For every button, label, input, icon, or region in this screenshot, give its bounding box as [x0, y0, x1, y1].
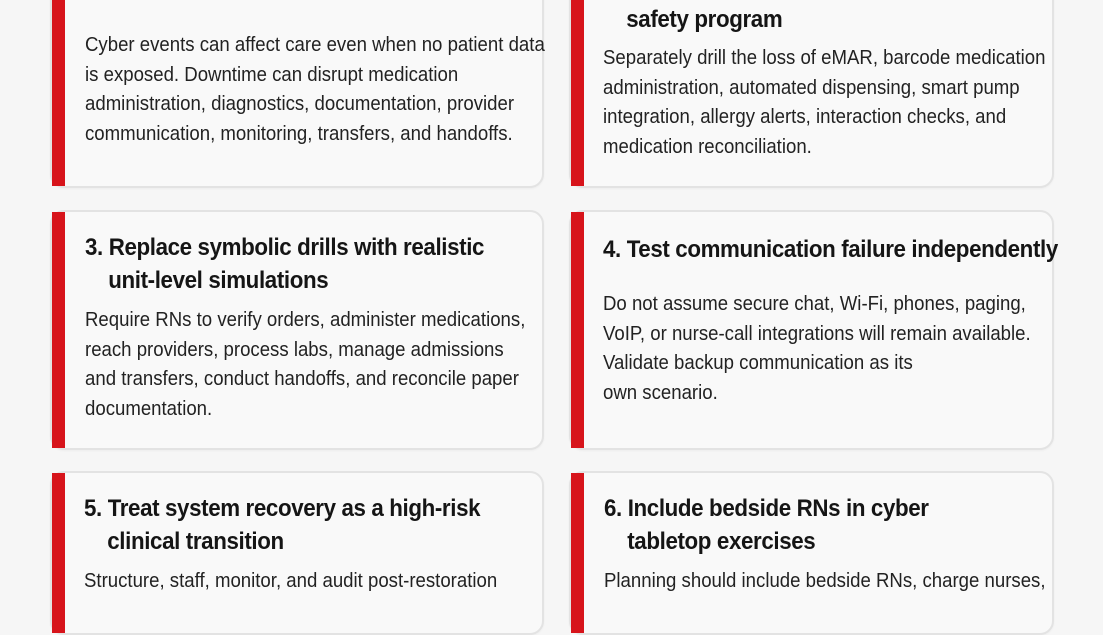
card-body-line: reach providers, process labs, manage admissions — [85, 338, 504, 361]
card-body-line: VoIP, or nurse-call integrations will remain available. — [603, 322, 1031, 345]
card-body-line: integration, allergy alerts, interaction checks, and — [603, 106, 1007, 128]
card-body-line: communication, monitoring, transfers, and handoffs. — [85, 122, 513, 145]
recommendation-card-4 — [569, 210, 1058, 450]
card-heading — [603, 0, 988, 36]
card-heading-line: 4. Test communication failure independently — [603, 236, 1058, 263]
card-body-line: Cyber events can affect care even when no patient data — [85, 34, 545, 56]
card-accent-bar — [52, 212, 65, 448]
card-body — [603, 44, 1045, 162]
card-body — [85, 31, 545, 149]
card-heading — [603, 233, 1058, 266]
card-heading-line: clinical transition — [107, 528, 284, 555]
card-heading-line: unit-level simulations — [108, 267, 329, 294]
card-body-line: and transfers, conduct handoffs, and reconcile paper — [85, 368, 519, 390]
recommendation-card-5 — [50, 471, 544, 635]
card-heading-line: tabletop exercises — [627, 528, 816, 555]
card-body-line: Separately drill the loss of eMAR, barcode medication — [603, 47, 1046, 69]
card-body — [604, 567, 1046, 597]
card-heading — [84, 492, 480, 558]
card-heading-line: safety program — [626, 6, 783, 33]
card-heading — [85, 231, 484, 297]
recommendation-card-6 — [569, 471, 1054, 635]
card-body-line: Structure, staff, monitor, and audit post-restoration — [84, 570, 498, 592]
card-heading — [604, 492, 929, 558]
recommendation-card-1 — [50, 0, 544, 188]
card-accent-bar — [571, 0, 584, 186]
card-accent-bar — [571, 212, 584, 448]
card-body-line: Do not assume secure chat, Wi-Fi, phones, paging, — [603, 293, 1026, 315]
card-body-line: administration, automated dispensing, smart pump — [603, 76, 1020, 99]
card-heading-line: 3. Replace symbolic drills with realistic — [85, 234, 485, 261]
card-body-line: Validate backup communication as its — [603, 352, 913, 374]
recommendation-card-2 — [569, 0, 1054, 188]
card-body — [84, 567, 497, 597]
card-accent-bar — [52, 473, 65, 633]
card-body — [603, 290, 1031, 408]
card-body-line: Require RNs to verify orders, administer medications, — [85, 309, 526, 331]
card-body-line: own scenario. — [603, 381, 718, 404]
card-body-line: documentation. — [85, 397, 213, 420]
card-heading-line: 5. Treat system recovery as a high-risk — [84, 495, 481, 522]
card-body — [85, 306, 525, 424]
card-accent-bar — [571, 473, 584, 633]
card-body-line: medication reconciliation. — [603, 135, 812, 158]
card-accent-bar — [52, 0, 65, 186]
card-heading-line: 6. Include bedside RNs in cyber — [604, 495, 929, 522]
card-body-line: administration, diagnostics, documentation, provider — [85, 93, 515, 115]
recommendation-card-3 — [50, 210, 544, 450]
card-body-line: Planning should include bedside RNs, charge nurses, — [604, 570, 1046, 592]
card-body-line: is exposed. Downtime can disrupt medication — [85, 63, 459, 86]
